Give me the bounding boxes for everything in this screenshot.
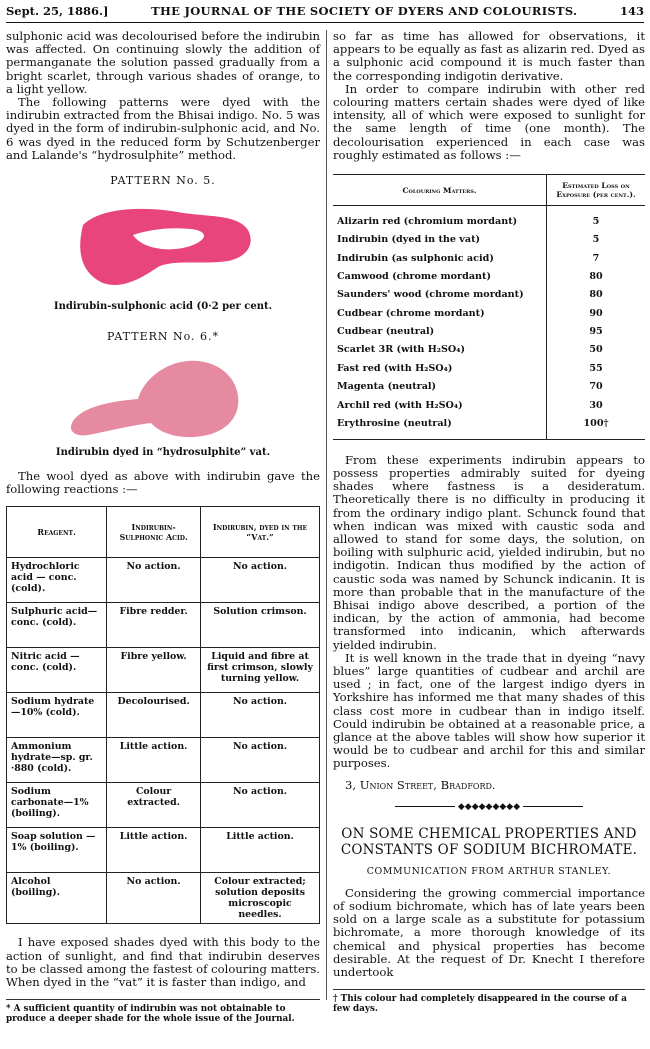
loss-value: 70 — [547, 378, 646, 396]
reagent-cell: Alcohol (boiling). — [7, 873, 107, 924]
colouring-matter: Cudbear (neutral) — [337, 326, 435, 338]
reagent-cell: Hydrochloric acid — conc. (cold). — [7, 558, 107, 603]
colouring-matter: Magenta (neutral) — [337, 381, 437, 393]
vat-cell: No action. — [201, 558, 320, 603]
reactions-table — [6, 506, 320, 924]
reagent-cell: Ammonium hydrate—sp. gr. ·880 (cold). — [7, 738, 107, 783]
table-row — [333, 304, 645, 322]
colouring-matter: Cudbear (chrome mordant) — [337, 307, 485, 319]
table-row — [333, 206, 645, 231]
table-row — [333, 267, 645, 285]
issue-date: Sept. 25, 1886.] — [6, 4, 109, 18]
reactions-header-reagent: Reagent. — [7, 507, 107, 558]
loss-value: 95 — [547, 322, 646, 340]
loss-value: 90 — [547, 304, 646, 322]
loss-value: 5 — [547, 230, 646, 248]
table-row — [7, 693, 320, 738]
colouring-matter: Erythrosine (neutral) — [337, 418, 452, 430]
sulphonic-cell: Little action. — [107, 828, 201, 873]
table-row — [7, 738, 320, 783]
table-row — [7, 783, 320, 828]
table-row — [333, 286, 645, 304]
article-heading: ON SOME CHEMICAL PROPERTIES AND CONSTANTS OF SODIUM BICHROMATE. — [340, 825, 638, 858]
sulphonic-cell: No action. — [107, 558, 201, 603]
reactions-header-sulphonic: Indirubin-Sulphonic Acid. — [107, 507, 201, 558]
table-row — [7, 603, 320, 648]
vat-cell: Colour extracted; solution deposits microscopic needles. — [201, 873, 320, 924]
section-divider: ◆◆◆◆◆◆◆◆◆ — [333, 802, 645, 812]
loss-value: 80 — [547, 267, 646, 285]
vat-cell: No action. — [201, 693, 320, 738]
colouring-matter: Indirubin (as sulphonic acid) — [337, 252, 494, 264]
footnote-rule — [6, 999, 320, 1000]
colouring-matter: Alizarin red (chromium mordant) — [337, 215, 518, 227]
reagent-cell: Sodium hydrate —10% (cold). — [7, 693, 107, 738]
pattern-5-swatch — [63, 195, 263, 295]
pattern-5-caption: Indirubin-sulphonic acid (0·2 per cent. — [53, 301, 273, 313]
colouring-matter: Scarlet 3R (with H₂SO₄) — [337, 344, 466, 356]
sulphonic-cell: Colour extracted. — [107, 783, 201, 828]
table-row — [333, 230, 645, 248]
pattern-6-swatch — [63, 351, 263, 441]
vat-cell: Little action. — [201, 828, 320, 873]
loss-value: 100† — [547, 414, 646, 439]
exposure-header-matters: Colouring Matters. — [333, 175, 547, 206]
vat-cell: Solution crimson. — [201, 603, 320, 648]
table-row — [333, 359, 645, 377]
colouring-matter: Saunders' wood (chrome mordant) — [337, 289, 524, 301]
reactions-header-vat: Indirubin, dyed in the “Vat.” — [201, 507, 320, 558]
left-paragraph-2: The following patterns were dyed with the indirubin extracted from the Bhisai indigo. No. 5 was dyed in the form of indirubin-sulphonic acid, and No. 6 was dyed in the reduced form by Schutzenberger and Lalande's “hydrosulphite” method. — [6, 95, 320, 162]
pattern-6-title: PATTERN No. 6.* — [106, 330, 220, 344]
table-row — [333, 414, 645, 439]
sulphonic-cell: Little action. — [107, 738, 201, 783]
right-paragraph-3: From these experiments indirubin appears to possess properties admirably suited for dyeing shades where fastness is a desideratum. Theoretically there is no difficulty in producing it from the ordinary indigo plant. Schunck found that when indican was mixed with caustic soda and allowed to stand for some days, the solution, on boiling with sulphuric acid, yielded indirubin, but no indigotin. Indican thus modified by the action of caustic soda was named by Schunck indicanin. It is more than probable that in the manufacture of the Bhisai indigo above described, a portion of the indican, by the action of ammonia, had become transformed into indicanin, which afterwards yielded indirubin. — [333, 452, 645, 652]
left-footnote: * A sufficient quantity of indirubin was not obtainable to produce a deeper shade for the whole issue of the Journal. — [6, 1004, 295, 1025]
colouring-matter: Indirubin (dyed in the vat) — [337, 234, 481, 246]
sulphonic-cell: No action. — [107, 873, 201, 924]
loss-value: 80 — [547, 286, 646, 304]
footnote-rule — [333, 989, 645, 990]
exposure-table — [333, 174, 645, 440]
reagent-cell: Sodium carbonate—1% (boiling). — [7, 783, 107, 828]
page-number: 143 — [619, 4, 644, 18]
table-row — [7, 828, 320, 873]
sulphonic-cell: Fibre redder. — [107, 603, 201, 648]
left-paragraph-4: I have exposed shades dyed with this body to the action of sunlight, and find that indirubin deserves to be classed among the fastest of colouring matters. When dyed in the “vat” it is faster than indigo, and — [6, 935, 320, 990]
table-row — [7, 648, 320, 693]
loss-value: 30 — [547, 396, 646, 414]
reagent-cell: Nitric acid — conc. (cold). — [7, 648, 107, 693]
table-row — [7, 873, 320, 924]
sulphonic-cell: Decolourised. — [107, 693, 201, 738]
table-row — [333, 396, 645, 414]
right-paragraph-2: In order to compare indirubin with other red colouring matters certain shades were dyed of like intensity, all of which were exposed to sunlight for the same length of time (one month). The decolourisation experienced in each case was roughly estimated as follows :— — [333, 81, 645, 162]
vat-cell: No action. — [201, 783, 320, 828]
page-header — [6, 0, 644, 23]
right-paragraph-5: Considering the growing commercial importance of sodium bichromate, which has of late years been sold on a large scale as a substitute for potassium bichromate, a more thorough knowledge of its chemical and physical properties has become desirable. At the request of Dr. Knecht I therefore undertook — [333, 885, 645, 980]
loss-value: 50 — [547, 341, 646, 359]
pattern-6-caption: Indirubin dyed in “hydrosulphite” vat. — [55, 447, 271, 459]
table-row — [333, 249, 645, 267]
loss-value: 55 — [547, 359, 646, 377]
communication-line: COMMUNICATION FROM ARTHUR STANLEY. — [366, 865, 612, 877]
loss-value: 5 — [547, 206, 646, 231]
pattern-5-title: PATTERN No. 5. — [110, 174, 216, 188]
left-column — [6, 30, 320, 1024]
right-column — [333, 30, 645, 1014]
colouring-matter: Archil red (with H₂SO₄) — [337, 399, 463, 411]
left-paragraph-3: The wool dyed as above with indirubin gave the following reactions :— — [6, 469, 320, 497]
table-row — [333, 341, 645, 359]
right-paragraph-1: so far as time has allowed for observations, it appears to be equally as fast as alizarin red. Dyed as a sulphonic acid compound it is much faster than the corresponding indigotin derivative. — [333, 29, 645, 83]
author-address: 3, Union Street, Bradford. — [345, 777, 496, 792]
table-row — [7, 558, 320, 603]
reagent-cell: Sulphuric acid—conc. (cold). — [7, 603, 107, 648]
table-row — [333, 322, 645, 340]
column-divider — [326, 30, 327, 1000]
sulphonic-cell: Fibre yellow. — [107, 648, 201, 693]
right-paragraph-4: It is well known in the trade that in dyeing “navy blues” large quantities of cudbear and archil are used ; in fact, one of the largest indigo dyers in Yorkshire has informed me that many shades of this class cost more in cudbear than in indigo itself. Could indirubin be obtained at a reasonable price, a glance at the above tables will show how superior it would be to cudbear and archil for this and similar purposes. — [333, 650, 645, 771]
colouring-matter: Fast red (with H₂SO₄) — [337, 362, 453, 374]
reagent-cell: Soap solution — 1% (boiling). — [7, 828, 107, 873]
colouring-matter: Camwood (chrome mordant) — [337, 270, 491, 282]
exposure-header-loss: Estimated Loss on Exposure (per cent.). — [547, 175, 646, 206]
vat-cell: Liquid and fibre at first crimson, slowly turning yellow. — [201, 648, 320, 693]
right-footnote: † This colour had completely disappeared in the course of a few days. — [333, 994, 627, 1015]
vat-cell: No action. — [201, 738, 320, 783]
journal-title: THE JOURNAL OF THE SOCIETY OF DYERS AND COLOURISTS. — [151, 4, 578, 18]
loss-value: 7 — [547, 249, 646, 267]
left-paragraph-1: sulphonic acid was decolourised before the indirubin was affected. On continuing slowly the addition of permanganate the solution passed gradually from a bright scarlet, through various shades of orange, to a light yellow. — [6, 29, 320, 96]
table-row — [333, 378, 645, 396]
